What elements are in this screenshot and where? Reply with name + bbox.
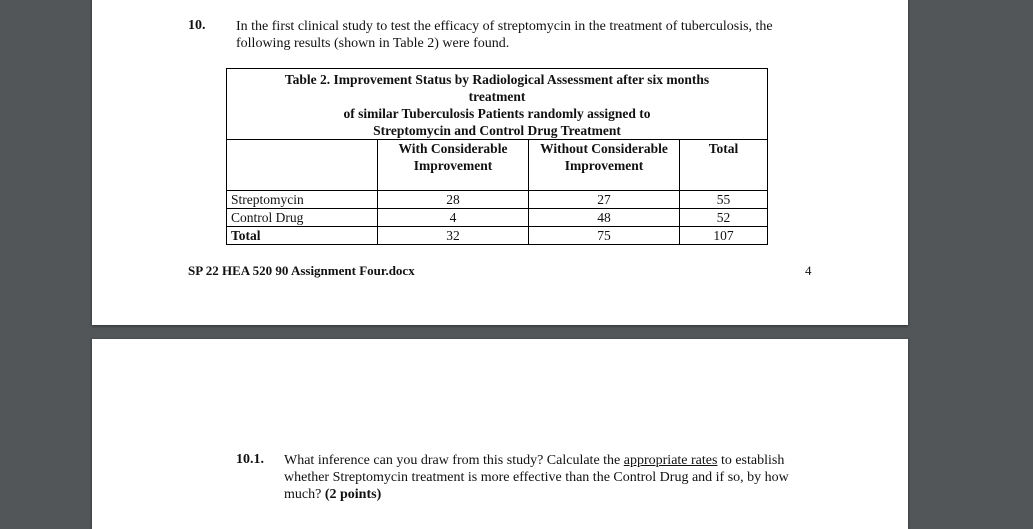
table-row bbox=[227, 191, 768, 209]
caption-line: Table 2. Improvement Status by Radiological Assessment after six months bbox=[284, 72, 710, 87]
cell-without: 27 bbox=[529, 191, 680, 209]
header-total: Total bbox=[680, 140, 768, 191]
subquestion-text-part2: to establish whether Streptomycin treatment is more effective than the Control Drug and if so, by how much? bbox=[284, 453, 789, 502]
table-row-total bbox=[227, 227, 768, 245]
document-page-4 bbox=[92, 0, 908, 325]
cell-total: 107 bbox=[680, 227, 768, 245]
cell-without: 48 bbox=[529, 209, 680, 227]
cell-total: 55 bbox=[680, 191, 768, 209]
cell-total: 52 bbox=[680, 209, 768, 227]
caption-line: Streptomycin and Control Drug Treatment bbox=[373, 123, 621, 138]
subquestion-text-part1: What inference can you draw from this study? Calculate the bbox=[284, 453, 624, 468]
header-with-improvement: With Considerable Improvement bbox=[378, 140, 529, 191]
table-row bbox=[227, 209, 768, 227]
caption-line: treatment bbox=[468, 89, 526, 104]
row-label: Streptomycin bbox=[227, 191, 378, 209]
document-page-5 bbox=[92, 339, 908, 529]
caption-line: of similar Tuberculosis Patients randomly assigned to bbox=[343, 106, 651, 121]
row-label: Control Drug bbox=[227, 209, 378, 227]
subquestion-number: 10.1. bbox=[236, 452, 264, 467]
footer-filename: SP 22 HEA 520 90 Assignment Four.docx bbox=[188, 263, 415, 278]
cell-without: 75 bbox=[529, 227, 680, 245]
header-empty-cell bbox=[227, 140, 378, 191]
subquestion-points: (2 points) bbox=[324, 487, 382, 502]
footer-page-number: 4 bbox=[805, 263, 812, 278]
header-without-improvement: Without Considerable Improvement bbox=[529, 140, 680, 191]
cell-with: 28 bbox=[378, 191, 529, 209]
cell-with: 32 bbox=[378, 227, 529, 245]
results-table bbox=[226, 68, 768, 245]
cell-with: 4 bbox=[378, 209, 529, 227]
table-caption bbox=[227, 69, 768, 140]
question-text: In the first clinical study to test the efficacy of streptomycin in the treatment of tuberculosis, the following results (shown in Table 2) were found. bbox=[236, 19, 773, 51]
appropriate-rates-link[interactable]: appropriate rates bbox=[623, 453, 718, 468]
subquestion-text bbox=[284, 452, 824, 503]
question-number: 10. bbox=[188, 18, 206, 33]
header-row bbox=[227, 140, 768, 191]
row-label: Total bbox=[227, 227, 378, 245]
